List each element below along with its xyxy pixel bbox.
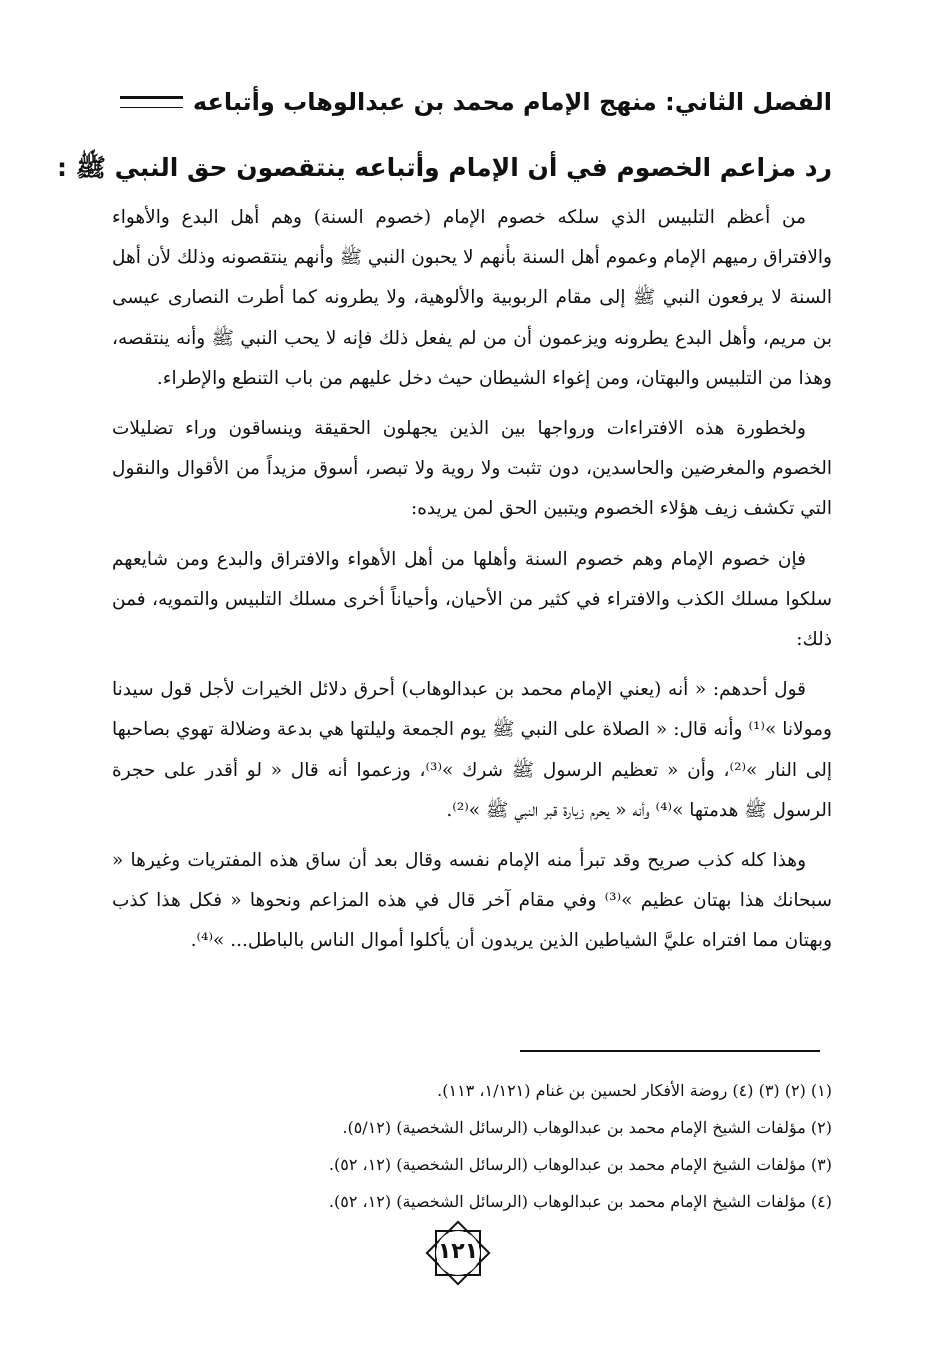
page-number-badge xyxy=(420,1215,496,1291)
footnote: (٣) مؤلفات الشيخ الإمام محمد بن عبدالوهاب (الرسائل الشخصية) (١٢، ٥٢). xyxy=(328,1155,832,1174)
footnotes xyxy=(112,1072,832,1220)
footnote: (٢) مؤلفات الشيخ الإمام محمد بن عبدالوهاب (الرسائل الشخصية) (٥/١٢). xyxy=(342,1118,832,1137)
body-text xyxy=(112,198,832,972)
page-number: ١٢١ xyxy=(437,1239,479,1264)
running-header xyxy=(112,80,832,124)
header-rule xyxy=(120,96,183,108)
footnote: (٤) مؤلفات الشيخ الإمام محمد بن عبدالوهاب (الرسائل الشخصية) (١٢، ٥٢). xyxy=(328,1192,832,1211)
paragraph: قول أحدهم: « أنه (يعني الإمام محمد بن عبدالوهاب) أحرق دلائل الخيرات لأجل قول سيدنا ومولانا »⁽¹⁾ وأنه قال: « الصلاة على النبي ﷺ يوم الجمعة وليلتها هي بدعة وضلالة تهوي بصاحبها إلى النار »⁽²⁾، وأن « تعظيم الرسول ﷺ شرك »⁽³⁾، وزعموا أنه قال « لو أقدر على حجرة الرسول ﷺ هدمتها »⁽⁴⁾ وأنه « يحرم زيارة قبر النبي ﷺ »⁽²⁾. xyxy=(112,679,832,821)
paragraph: فإن خصوم الإمام وهم خصوم السنة وأهلها من أهل الأهواء والافتراق والبدع ومن شايعهم سلكوا مسلك الكذب والافتراء في كثير من الأحيان، وأحياناً أخرى مسلك التلبيس والتمويه، فمن ذلك: xyxy=(112,548,832,651)
footnote-separator xyxy=(520,1050,820,1052)
footnote: (١) (٢) (٣) (٤) روضة الأفكار لحسين بن غنام (١/١٢١، ١١٣). xyxy=(437,1081,832,1100)
paragraph: ولخطورة هذه الافتراءات ورواجها بين الذين يجهلون الحقيقة وينساقون وراء تضليلات الخصوم والمغرضين والحاسدين، دون تثبت ولا روية ولا تبصر، أسوق مزيداً من الأقوال والنقول التي تكشف زيف هؤلاء الخصوم ويتبين الحق لمن يريده: xyxy=(112,418,832,520)
paragraph: من أعظم التلبيس الذي سلكه خصوم الإمام (خصوم السنة) وهم أهل البدع والأهواء والافتراق رميهم الإمام وعموم أهل السنة بأنهم لا يحبون النبي ﷺ وأنهم ينتقصونه وذلك لأن أهل السنة لا يرفعون النبي ﷺ إلى مقام الربوبية والألوهية، ولا يطرونه كما أطرت النصارى عيسى بن مريم، وأهل البدع يطرونه ويزعمون أن من لم يفعل ذلك فإنه لا يحب النبي ﷺ وأنه ينتقصه، وهذا من التلبيس والبهتان، ومن إغواء الشيطان حيث دخل عليهم من باب التنطع والإطراء. xyxy=(112,207,832,389)
running-header-title: الفصل الثاني: منهج الإمام محمد بن عبدالوهاب وأتباعه xyxy=(192,88,832,116)
paragraph: وهذا كله كذب صريح وقد تبرأ منه الإمام نفسه وقال بعد أن ساق هذه المفتريات وغيرها « سبحانك هذا بهتان عظيم »⁽³⁾ وفي مقام آخر قال في هذه المزاعم ونحوها « فكل هذا كذب وبهتان مما افتراه عليَّ الشياطين الذين يريدون أن يأكلوا أموال الناس بالباطل... »⁽⁴⁾. xyxy=(112,850,833,952)
section-heading: رد مزاعم الخصوم في أن الإمام وأتباعه ينتقصون حق النبي ﷺ : xyxy=(57,153,832,182)
